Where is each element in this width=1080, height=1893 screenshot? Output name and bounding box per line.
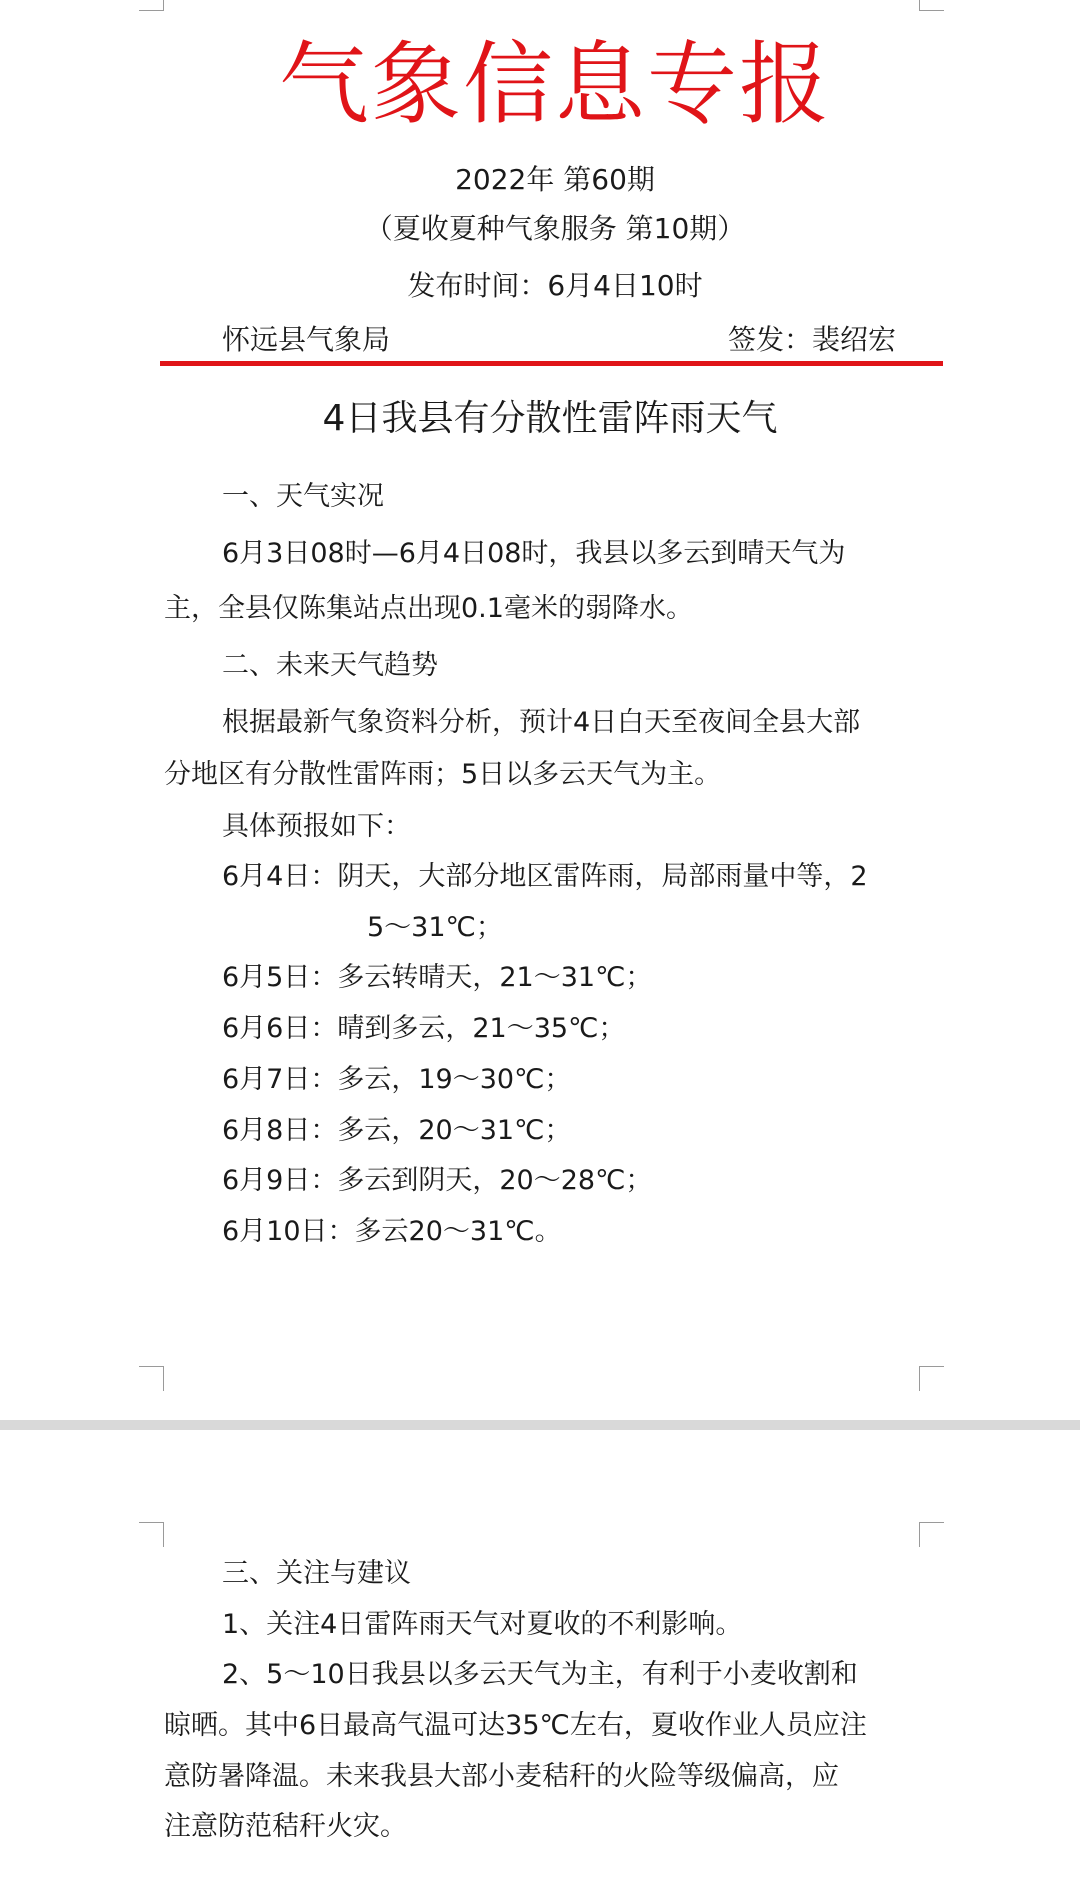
- forecast-item: 6月7日：多云，19～30℃；: [222, 1064, 572, 1095]
- issue-number: 2022年 第60期: [455, 163, 655, 196]
- margin-mark-top-right: [919, 1522, 944, 1547]
- section3-line: 晾晒。其中6日最高气温可达35℃左右，夏收作业人员应注: [164, 1710, 867, 1741]
- section2-line: 分地区有分散性雷阵雨；5日以多云天气为主。: [164, 759, 722, 790]
- signed-by: 签发：裴绍宏: [728, 323, 897, 356]
- margin-mark-top-right: [919, 0, 944, 11]
- section2-heading: 二、未来天气趋势: [222, 650, 438, 681]
- section1-line: 6月3日08时—6月4日08时，我县以多云到晴天气为: [222, 538, 846, 569]
- margin-mark-bottom-left: [139, 1366, 164, 1391]
- forecast-item: 6月9日：多云到阴天，20～28℃；: [222, 1165, 653, 1196]
- forecast-item: 6月10日：多云20～31℃。: [222, 1216, 562, 1247]
- forecast-item-continued: 5～31℃；: [367, 912, 503, 943]
- publish-time: 发布时间：6月4日10时: [407, 269, 703, 302]
- forecast-item: 6月6日：晴到多云，21～35℃；: [222, 1013, 626, 1044]
- header-divider: [160, 361, 943, 366]
- section2-line: 根据最新气象资料分析，预计4日白天至夜间全县大部: [222, 707, 861, 738]
- forecast-item: 6月4日：阴天，大部分地区雷阵雨，局部雨量中等，2: [222, 861, 868, 892]
- forecast-intro: 具体预报如下：: [222, 811, 411, 842]
- document-page-2: [0, 1430, 1080, 1893]
- margin-mark-top-left: [139, 1522, 164, 1547]
- section3-line: 2、5～10日我县以多云天气为主，有利于小麦收割和: [222, 1659, 858, 1690]
- section3-line: 1、关注4日雷阵雨天气对夏收的不利影响。: [222, 1609, 743, 1640]
- section3-heading: 三、关注与建议: [222, 1558, 411, 1589]
- service-number: （夏收夏种气象服务 第10期）: [364, 212, 746, 245]
- section1-heading: 一、天气实况: [222, 481, 384, 512]
- issuer-organization: 怀远县气象局: [222, 323, 391, 356]
- margin-mark-bottom-right: [919, 1366, 944, 1391]
- margin-mark-top-left: [139, 0, 164, 11]
- section1-line: 主，全县仅陈集站点出现0.1毫米的弱降水。: [164, 593, 693, 624]
- forecast-item: 6月5日：多云转晴天，21～31℃；: [222, 962, 653, 993]
- section3-line: 意防暑降温。未来我县大部小麦秸秆的火险等级偏高，应: [164, 1761, 839, 1792]
- forecast-item: 6月8日：多云，20～31℃；: [222, 1115, 572, 1146]
- page-separator: [0, 1420, 1080, 1430]
- document-title: 气象信息专报: [279, 32, 831, 137]
- section3-line: 注意防范秸秆火灾。: [164, 1811, 407, 1842]
- headline: 4日我县有分散性雷阵雨天气: [322, 398, 778, 439]
